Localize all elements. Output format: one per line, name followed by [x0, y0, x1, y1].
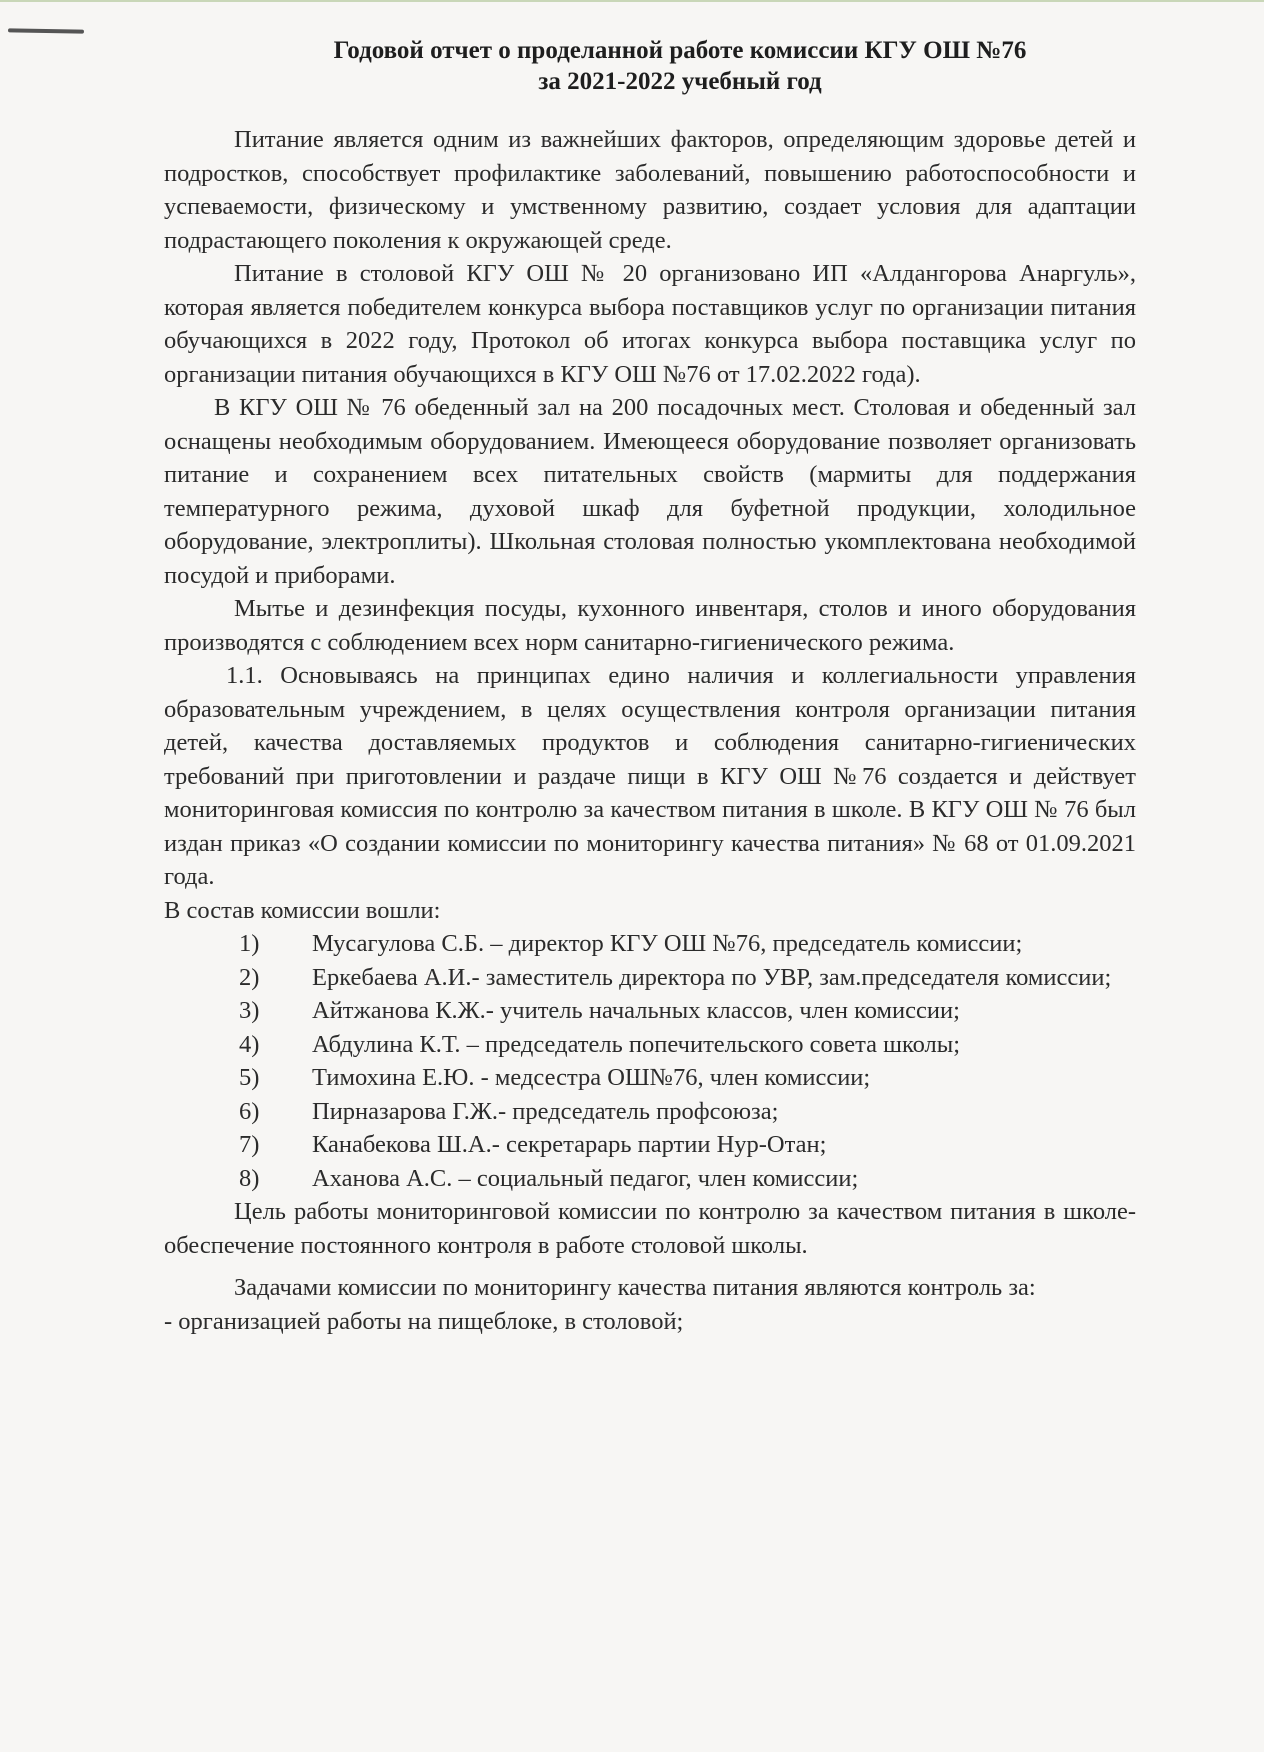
- document-title: [164, 35, 1136, 97]
- member-text: Еркебаева А.И.- заместитель директора по УВР, зам.председателя комиссии;: [312, 963, 1112, 991]
- member-item: [164, 927, 1136, 961]
- member-number: 6): [239, 1097, 260, 1125]
- member-item: [164, 1095, 1136, 1129]
- member-item: [164, 994, 1136, 1028]
- member-item: [164, 1162, 1136, 1196]
- member-item: [164, 1061, 1136, 1095]
- member-item: [164, 1028, 1136, 1062]
- paragraph-nutrition-importance: Питание является одним из важнейших факторов, определяющим здоровье детей и подростков, способствует профилактике заболеваний, повышению работоспособности и успеваемости, физическому и умственному развитию, создает условия для адаптации подрастающего поколения к окружающей среде.: [164, 126, 1136, 254]
- member-item: [164, 961, 1136, 995]
- members-intro: В состав комиссии вошли:: [164, 896, 441, 924]
- member-text: Айтжанова К.Ж.- учитель начальных классов, член комиссии;: [312, 997, 960, 1024]
- member-number: 1): [239, 930, 260, 957]
- task-item: - организацией работы на пищеблоке, в столовой;: [164, 1307, 684, 1335]
- member-number: 7): [239, 1131, 260, 1158]
- title-line-1: Годовой отчет о проделанной работе комиссии КГУ ОШ №76: [333, 37, 1027, 64]
- paragraph-tasks-intro: Задачами комиссии по мониторингу качества питания являются контроль за:: [234, 1274, 1036, 1301]
- paragraph-dining-hall: В КГУ ОШ № 76 обеденный зал на 200 посадочных мест. Столовая и обеденный зал оснащены необходимым оборудованием. Имеющееся оборудование позволяет организовать питание и сохранением всех питательных свойств (мармиты для поддержания температурного режима, духовой шкаф для буфетной продукции, холодильное оборудование, электроплиты). Школьная столовая полностью укомплектована необходимой посудой и приборами.: [164, 394, 1136, 589]
- member-text: Мусагулова С.Б. – директор КГУ ОШ №76, председатель комиссии;: [312, 930, 1023, 957]
- member-number: 3): [239, 997, 260, 1024]
- member-text: Тимохина Е.Ю. - медсестра ОШ№76, член комиссии;: [312, 1064, 871, 1091]
- paragraph-canteen-provider: Питание в столовой КГУ ОШ № 20 организовано ИП «Алдангорова Анаргуль», которая является победителем конкурса выбора поставщиков услуг по организации питания обучающихся в 2022 году, Протокол об итогах конкурса выбора поставщика услуг по организации питания обучающихся в КГУ ОШ №76 от 17.02.2022 года).: [164, 260, 1136, 388]
- member-text: Пирназарова Г.Ж.- председатель профсоюза;: [312, 1097, 779, 1125]
- member-number: 2): [239, 963, 260, 991]
- member-text: Абдулина К.Т. – председатель попечительского совета школы;: [312, 1030, 961, 1058]
- paragraph-commission-creation: 1.1. Основываясь на принципах едино наличия и коллегиальности управления образовательным учреждением, в целях осуществления контроля организации питания детей, качества доставляемых продуктов и соблюдения санитарно-гигиенических требований при приготовлении и раздаче пищи в КГУ ОШ №76 создается и действует мониторинговая комиссия по контролю за качеством питания в школе. В КГУ ОШ № 76 был издан приказ «О создании комиссии по мониторингу качества питания» № 68 от 01.09.2021 года.: [164, 662, 1136, 890]
- document-page: [164, 0, 1136, 1338]
- member-number: 4): [239, 1030, 260, 1058]
- paragraph-disinfection: Мытье и дезинфекция посуды, кухонного инвентаря, столов и иного оборудования производятся с соблюдением всех норм санитарно-гигиенического режима.: [164, 595, 1136, 656]
- scan-artifact-mark: [8, 28, 84, 33]
- members-list: [164, 927, 1136, 1195]
- member-text: Канабекова Ш.А.- секретарарь партии Нур-Отан;: [312, 1131, 827, 1158]
- document-body: [164, 123, 1136, 1338]
- member-number: 5): [239, 1064, 260, 1091]
- member-item: [164, 1128, 1136, 1162]
- title-line-2: за 2021-2022 учебный год: [538, 68, 822, 95]
- member-text: Аханова А.С. – социальный педагог, член комиссии;: [312, 1164, 859, 1192]
- paragraph-goal: Цель работы мониторинговой комиссии по контролю за качеством питания в школе- обеспечение постоянного контроля в работе столовой школы.: [164, 1198, 1136, 1259]
- member-number: 8): [239, 1164, 260, 1192]
